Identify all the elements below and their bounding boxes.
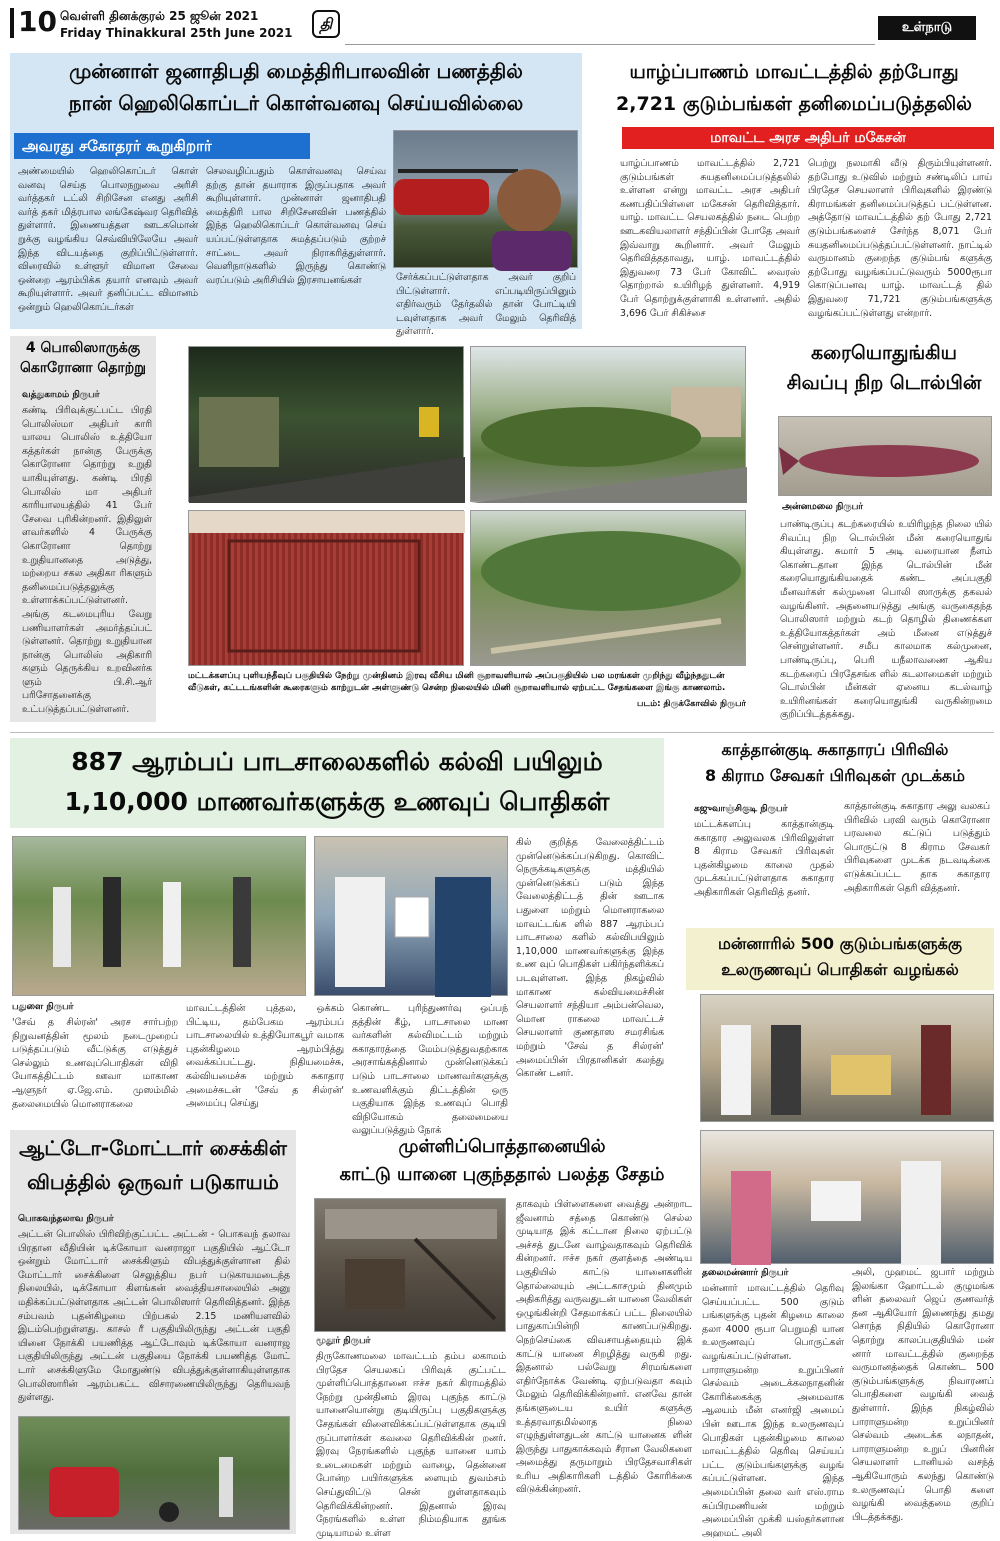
- story-school-photo-1: [12, 836, 306, 996]
- damaged-building-image: [189, 511, 465, 667]
- section-label-text: உள்நாடு: [901, 20, 953, 35]
- story-school-photo-2: [314, 836, 508, 996]
- story-dolphin-body: பாண்டிருப்பு கடற்கரையில் உயிரிழந்த நிலை யில் சிவப்பு நிற டொல்பின் மீன் கரையொதுங் கியுள்ளது. சுமார் 5 அடி வரையான நீளம் கொண்டதான இந்த டொல்பின் மீன் கரையொதுங்கியதைக் கண்ட அப்பகுதி மீனவர்கள் கல்முனை பொலி ஸாருக்கு தகவல் வழங்கினர். அதனையடுத்து அங்கு வருகைதந்த பொலிஸார் மற்றும் கடற் தொழில் திணைக்கள உத்தியோகத்தர்கள் அம் மீனை எடுத்துச் சென்றுள்ளனர். சமீப காலமாக கல்முனை, பாண்டிருப்பு, பெரி யநீலாவணை ஆகிய கடற்கரைப் பிரதேசங்க ளில் கடலாமைகள் மற்றும் டொல்பின் மீன்கள் ஏனைய கடல்வாழ் உயிரினங்கள் கரையொதுங்கி வருகின்றமை குறிப்பிடத்தக்கது.: [780, 519, 992, 721]
- storm-photo-credit: படம்: திருக்கோவில் நிருபர்: [636, 699, 746, 709]
- story-elephant-headline-1: முள்ளிப்பொத்தானையில்: [398, 1136, 606, 1157]
- story-accident: [10, 1130, 296, 1534]
- story-kattankudy-col-1: மட்டக்களப்பு காத்தான்குடி சுகாதார அலுவலக பிரிவிலுள்ள 8 கிராம சேவகர் பிரிவுகள் புதன்கிழமை காலை முதல் முடக்கப்பட்டுள்ளதாக சுகாதார அதிகாரிகள் தெரிவித் தனர்.: [694, 819, 834, 898]
- story-mannar-col-1: மன்னார் மாவட்டத்தில் தெரிவு செய்யப்பட்ட 500 குடும் பங்களுக்கு புதன் கிழமை காலை தலா 4000 ரூபா பெறுமதி யான உலருணவுப் பொருட்கள் வழங்கப்பட்டுள்ளன. பாராளுமன்ற உறுப்பினர் செல்வம் அடைக்கலநாதனின் கோரிக்கைக்கு அமைவாக ஆலயம் மீன் எனர்ஜி அமைப் பின் ஊடாக இந்த உலருணவுப் பொதிகள் புதன்கிழமை காலை மாவட்டத்தில் தெரிவு செய்யப் பட்ட குடும்பங்களுக்கு வழங் கப்பட்டுள்ளன. இந்த அமைப்பின் தலை வர் எஸ்.ராம சுப்பிரமணியன் மற்றும் அமைப்பின் முக்கி யஸ்தர்களான அஹமட் அலி: [702, 1283, 844, 1539]
- story-accident-headline-1: ஆட்டோ-மோட்டார் சைக்கிள்: [19, 1136, 287, 1160]
- story-dolphin-headline-2: சிவப்பு நிற டொல்பின்: [786, 372, 982, 394]
- masthead-date-english: Friday Thinakkural 25th June 2021: [60, 26, 293, 40]
- page-number: 10: [18, 5, 57, 38]
- section-label: [878, 16, 976, 40]
- story-police-headline-1: 4 பொலிஸாருக்கு: [25, 340, 141, 356]
- story-police-body: கண்டி பிரிவுக்குட்பட்ட பிரதி பொலிஸ்மா அதிபர் காரி யாலய பொலிஸ் உத்தியோ கத்தர்கள் நான்கு பேருக்கு கொரோனா தொற்று உறுதி யாகியுள்ளது. கண்டி பிரதி பொலிஸ் மா அதிபர் காரியாலயத்தில் 41 பேர் சேவை புரிகின்றனர். இதிலுள் ளவர்களில் 4 பேருக்கு கொரோனா தொற்று உறுதியானதை அடுத்து, மற்றைய சகல அதிகா ரிகளும் தனிமைப்படுத்தலுக்கு உள்ளாக்கப்பட்டுள்ளனர். அங்கு கடமைபுரிய வேறு பணியாளர்கள் அமர்த்தப்பட் டுள்ளனர். தொற்று உறுதியான நான்கு பொலிஸ் அதிகாரி களும் தெருக்கிய உறவினர்க ளும் பி.சி.ஆர் பரிசோதனைக்கு உட்படுத்தப்பட்டுள்ளனர்.: [22, 405, 152, 716]
- story-school-headline-panel: [10, 738, 664, 828]
- masthead-rule: [345, 44, 875, 45]
- story-maithri-subhead-text: அவரது சகோதரர் கூறுகிறார்: [22, 137, 212, 155]
- story-mannar-col-2: அலி, முஹமட் ஜபார் மற்றும் இலங்கா ஹோட்டல் குழுமங்க ளின் தலைவர் ஜெப் குணவர்த் தன ஆகியோர் இணைந்து தமது சொந்த நிதியில் கொரோனா தொற்று காலப்பகுதியில் மன் னார் மாவட்டத்தில் குறைந்த வருமானத்தைக் கொண்ட 500 குடும்பங்களுக்கு நிவாரணப் பொதிகளை வழங்கி வைத் துள்ளார். இந்த நிகழ்வில் பாராளுமன்ற உறுப்பினர் செல்வம் அடைக்க லநாதன், பாராளுமன்ற உறுப் பினரின் செயலாளர் டானியல் வசந்த் ஆகியோரும் கலந்து கொண்டு உலருணவுப் பொதி களை வழங்கி வைத்தமை குறிப் பிடத்தக்கது.: [852, 1267, 994, 1523]
- relief-distribution-image-1: [701, 995, 995, 1123]
- story-kattankudy-headline-2: 8 கிராம சேவகர் பிரிவுகள் முடக்கம்: [704, 766, 966, 785]
- story-jaffna-banner-text: மாவட்ட அரச அதிபர் மகேசன்: [710, 130, 906, 146]
- story-elephant-byline: மூதூர் நிருபர்: [316, 1336, 371, 1346]
- story-kattankudy: [676, 738, 994, 924]
- helicopter-portrait-image: [394, 131, 579, 269]
- story-mannar-headline-1: மன்னாரில் 500 குடும்பங்களுக்கு: [717, 934, 963, 953]
- story-accident-byline: பொகவந்தலாவ நிருபர்: [18, 1214, 114, 1224]
- story-accident-body: அட்டன் பொலிஸ் பிரிவிற்குட்பட்ட அட்டன் - பொகவந் தலாவ பிரதான வீதியின் டிக்கோயா வனராஜா பகுதியில் ஆட்டோ ஒன்றும் மோட்டார் சைக்கிளும் விபத்துக்குள்ளான தில் மோட்டார் சைக்கிளை செலுத்திய நபர் படுகாயமடைந்த நிலையில், டிக்கோயா கிளங்கன் வைத்தியசாலையில் அனு மதிக்கப்பட்டுள்ளதாக அட்டன் பொலிஸார் தெரிவித்தனர். இந்த சம்பவம் புதன்கிழமை பிற்பகல் 2.15 மணியளவில் இடம்பெற்றுள்ளது. காசல் ரீ பகுதியிலிருந்து அட்டன் பகுதி யினை நோக்கி பயணித்த ஆட்டோவும் டிக்கோயா வனராஜ பகுதியிலிருந்து அட்டன் பகுதியை நோக்கி பயணித்த மோட் டார் சைக்கிளுமே மோதுண்டு விபத்துக்குள்ளாகியுள்ளதாக பொலிஸாரின் ஆரம்பகட்ட விசாரணையிலிருந்து தெரியவந் துள்ளது.: [18, 1229, 290, 1404]
- story-jaffna: [594, 53, 994, 329]
- story-mannar-photo-2: [700, 1130, 994, 1264]
- food-pack-handover-image: [315, 837, 509, 997]
- story-kattankudy-col-2: காத்தான்குடி சுகாதார அலு வலகப் பிரிவில் பரவி வரும் கொரோனா பரவலை கட்டுப் படுத்தும் பொருட்டு 8 கிராம சேவகர் பிரிவுகளை முடக்க நடவடிக்கை எடுக்கப்பட்ட தாக சுகாதார அதிகாரிகள் தெரி வித்தனர்.: [844, 801, 990, 894]
- story-jaffna-col-2: பெற்று நலமாகி வீடு திரும்பியுள்ளனர். தற்போது உடுவில் மற்றும் சண்டிலிப் பாய் பிரதேச செயலாளர் பிரிவுகளில் இரண்டு கிராமங்கள் தனிமைப்படுத்தப் பட்டுள்ளன. அத்தோடு மாவட்டத்தில் தற் போது 2,721 குடும்பங்களைச் சேர்ந்த 8,071 பேர் சுயதனிமைப்படுத்தப்பட்டுள்ளனர். நாட்டில் வருமானம் குறைந்த குடும்பங் களுக்கு தற்போது வழங்கப்பட்டுவரும் 5000ரூபா கொடுப்பனவு யாழ். மாவட்டத் தில் இதுவரை 71,721 குடும்பங்களுக்கு வழங்கப்பட்டுள்ளது என்றார்.: [808, 158, 992, 319]
- uprooted-trees-image: [471, 511, 747, 667]
- story-accident-headline-2: விபத்தில் ஒருவர் படுகாயம்: [27, 1170, 279, 1194]
- night-tree-fallen-image: [189, 347, 465, 503]
- story-dolphin-photo: [778, 416, 992, 496]
- story-maithri: [10, 53, 582, 338]
- story-school-col-2: மாவட்டத்தின் புத்தல, ஒக்கம் பிட்டிய, தம்பேகம ஆரம்பப் பாடசாலையில் உத்தியோகபூர் வமாக புதன்கிழமை ஆரம்பித்து வைக்கப்பட்டது. நிதியமைச்சு, கல்வியமைச்சு மற்றும் சுகாதார அமைச்சுடன் 'சேவ் த சில்ரன்' அமைப்பு செய்து: [186, 1003, 344, 1110]
- story-maithri-col-3: சேர்க்கப்பட்டுள்ளதாக அவர் குறிப் பிட்டுள்ளார். எப்படியிருப்பினும் எதிர்வரும் தேர்தலில் தான் போட்டியி டவுள்ளதாக அவர் மேலும் தெரிவித் துள்ளார்.: [396, 272, 576, 338]
- story-mannar-headline-panel: [686, 928, 994, 990]
- story-school-headline-1: 887 ஆரம்பப் பாடசாலைகளில் கல்வி பயிலும்: [71, 747, 603, 776]
- story-mannar-byline: தலைமன்னார் நிருபர்: [702, 1268, 789, 1278]
- story-maithri-col-2: செலவழிப்பதும் கொள்வனவு செய்வ தற்கு தான் தயாராக இருப்பதாக அவர் கூறியுள்ளார். முன்னாள் ஜனாதிபதி மைத்திரி பால சிறிசேனவின் பணத்தில் இந்த ஹெலிகொப்டர் கொள்வனவு செய் யப்பட்டுள்ளதாக சுமத்தப்படும் குற்றச் சாட்டை அவர் நிராகரித்துள்ளார். வெளிநாடுகளில் இருந்து கொண்டு வரப்படும் அரிசியில் இரசாயனங்கள்: [206, 166, 386, 286]
- story-elephant-col-1: திருகோணமலை மாவட்டம் தம்ப லகாமம் பிரதேச செயலகப் பிரிவுக் குட்பட்ட முள்ளிப்பொத்தானை ஈச்ச நகர் கிராமத்தில் நேற்று முன்தினம் இரவு புகுந்த காட்டு யானையொன்று குடியிருப்பு பகுதிகளுக்கு சேதங்கள் விளைவிக்கப்பட்டுள்ளதாக குடியி ருப்பாளர்கள் கவலை தெரிவிக்கின் றனர். இரவு நேரங்களில் புகுந்த யானை யாம் உடைமைகள் மற்றும் வாழை, தென்னை போன்ற பயிர்களுக்க ளையும் துவம்சம் செய்துவிட்டு சென் றுள்ளதாகவும் தெரிவிக்கின்றனர். இதனால் இரவு நேரங்களில் உள்ள நிம்மதியாக தூங்க முடியாமல் உள்ள: [316, 1351, 506, 1539]
- masthead-date-tamil: வெள்ளி தினக்குரல் 25 ஜூன் 2021: [60, 9, 259, 23]
- story-mannar-headline-2: உலருணவுப் பொதிகள் வழங்கல்: [721, 960, 959, 979]
- story-kattankudy-byline: கஜுவாஞ்சிகுடி நிருபர்: [694, 804, 788, 814]
- story-jaffna-headline-2: 2,721 குடும்பங்கள் தனிமைப்படுத்தலில்: [616, 93, 972, 115]
- dolphin-image: [779, 417, 993, 497]
- story-police-byline: வத்துகாமம் நிருபர்: [22, 390, 100, 400]
- story-elephant-headline-2: காட்டு யானை புகுந்ததால் பலத்த சேதம்: [339, 1164, 665, 1185]
- story-maithri-headline-1: முன்னாள் ஜனாதிபதி மைத்திரிபாலவின் பணத்தில்: [69, 59, 523, 83]
- story-mannar-photo-1: [700, 994, 994, 1122]
- storm-photo-1: [188, 346, 464, 502]
- story-elephant: [312, 1130, 692, 1539]
- story-school-col-4: கில் குறித்த வேலைத்திட்டம் முன்னெடுக்கப்படுகிறது. கொவிட் நெருக்கடிகளுக்கு மத்தியில் முன்னெடுக்கப் படும் இந்த வேலைத்திட்டத் தின் ஊடாக பதுளை மற்றும் மொனராகலை மாவட்டங்க ளில் 887 ஆரம்பப் பாடசாலை களில் கல்விபயிலும் 1,10,000 மாணவர்களுக்கு இந்த உண வுப் பொதிகள் பகிர்ந்தளிக்கப் படவுள்ளன. இந்த நிகழ்வில் மாகாண கல்வியமைச்சின் செயலாளர் சந்தியா அம்பன்வெல, மொன ராகலை மாவட்டச் செயலாளர் குணதாஸ சமரசிங்க மற்றும் 'சேவ் த சில்ரன்' அமைப்பின் பிரதானிகள் கலந்து கொண் டனர்.: [516, 837, 664, 1080]
- photo-story-storm: [188, 340, 748, 718]
- story-police: [10, 336, 156, 722]
- story-kattankudy-headline-1: காத்தான்குடி சுகாதாரப் பிரிவில்: [721, 740, 949, 759]
- story-maithri-headline-2: நான் ஹெலிகொப்டர் கொள்வனவு செய்யவில்லை: [68, 91, 524, 115]
- street-fallen-trees-image: [471, 347, 747, 503]
- story-dolphin: [774, 340, 994, 732]
- auto-motorcycle-crash-image: [19, 1417, 291, 1531]
- officials-group-image: [13, 837, 307, 997]
- story-accident-photo: [18, 1416, 290, 1530]
- story-dolphin-byline: அன்னமலை நிருபர்: [782, 502, 864, 512]
- story-school-col-1: 'சேவ் த சில்ரன்' அரச சார்பற்ற நிறுவனத்தின் மூலம் நடைமுறைப் படுத்தப்படும் வீட்டுக்கு எடுத்துச் செல்லும் உணவுப்பொதிகள் விநி யோகத்திட்டம் ஊவா மாகாண ஆளுநர் ஏ.ஜே.எம். முஸம்மில் தலைமையில் மொனராகலை: [12, 1017, 178, 1110]
- story-jaffna-col-1: யாழ்ப்பாணம் மாவட்டத்தில் 2,721 குடும்பங்கள் சுயதனிமைப்படுத்தலில் உள்ளன என்று மாவட்ட அரச அதிபர் கணபதிப்பிள்ளை மகேசன் தெரிவித்தார். யாழ். மாவட்ட செயலகத்தில் நடை பெற்ற ஊடகவியலாளர் சந்திப்பின் போதே அவர் இவ்வாறு கூறினார். அவர் மேலும் தெரிவித்ததாவது, யாழ். மாவட்டத்தில் இதுவரை 73 பேர் கோவிட் வைரஸ் தொற்றால் உயிரிழந் துள்ளனர். 4,919 பேர் தொற்றுக்குள்ளாகி உள்ளனர். அதில் 3,696 பேர் சிகிச்சை: [620, 158, 800, 319]
- damaged-house-image: [315, 1199, 507, 1333]
- story-jaffna-banner: [622, 127, 994, 149]
- story-police-headline-2: கொரோனா தொற்று: [20, 360, 146, 376]
- storm-photo-4: [470, 510, 746, 666]
- story-maithri-subhead: [14, 133, 310, 159]
- storm-photo-2: [470, 346, 746, 502]
- section-divider: [10, 732, 994, 733]
- story-dolphin-headline-1: கரையொதுங்கிய: [811, 342, 957, 364]
- page-number-bar: [10, 8, 14, 38]
- story-maithri-col-1: அண்மையில் ஹெலிகொப்டர் கொள் வனவு செய்த பொலநறுவை அரிசி வர்த்தகர் டட்லி சிறிசேன எனது அரிசி வர்த் தகர் மித்ரபால லங்கேஷ்வர தெரிவித் துள்ளார். இணையத்தள ஊடகமொன் றுக்கு வழங்கிய செவ்வியிலேயே அவர் இந்த விடயத்தை குறிப்பிட்டுள்ளார். விரைவில் உள்ளூர் விமான சேவை ஒன்றை ஆரம்பிக்க தயார் எனவும் அவர் கூறியுள்ளார். அவர் தனிப்பட்ட விமானம் ஒன்றும் ஹெலிகொப்டர்கள்: [18, 166, 198, 313]
- storm-photo-3: [188, 510, 464, 666]
- storm-photo-caption: மட்டக்களப்பு புளியந்தீவுப் பகுதியில் நேற்று முன்தினம் இரவு வீசிய மினி சூறாவளியால் அப்பகுதியில் பல மரங்கள் முறிந்து வீழ்ந்ததுடன் வீடுகள், கட்டடங்களின் கூரைகளும் காற்றுடன் அள்ளுண்டு சென்ற நிலையில் மினி சூறாவளியால் ஏற்பட்ட சேதங்களை இங்கு காணலாம்.: [188, 671, 726, 693]
- story-school-col-3: கொண்ட புரிந்துணர்வு ஒப்பந் தத்தின் கீழ், பாடசாலை மாண வர்களின் கல்விமட்டம் மற்றும் சுகாதாரத்தை மேம்படுத்துவதற்காக அரசாங்கத்தினால் முன்னெடுக்கப் படும் பாடசாலை மாணவர்களுக்கு உணவளிக்கும் திட்டத்தின் ஒரு பகுதியாக இந்த உணவுப் பொதி விநியோகம் தலைமையை வலுப்படுத்தும் நோக்: [352, 1003, 508, 1137]
- masthead: [0, 0, 1000, 48]
- logo-text: தி: [319, 15, 333, 33]
- story-school-byline: பதுளை நிருபர்: [12, 1002, 74, 1012]
- story-jaffna-headline-1: யாழ்ப்பாணம் மாவட்டத்தில் தற்போது: [629, 61, 959, 83]
- story-maithri-photo: [393, 130, 578, 268]
- story-elephant-col-2: தாகவும் பிள்ளைகளை வைத்து அன்றாட ஜீவனாம் சத்தை கொண்டு செல்ல முடியாத இக் கட்டான நிலை ஏற்பட்டு அச்சத் துடனே வாழ்வதாகவும் தெரிவிக் கின்றனர். ஈச்ச நகர் குளத்தை அண்டிய பகுதியில் காட்டு யானைகளின் தொல்லையும் அட்டகாசமும் தினமும் அதிகரித்து வருவதுடன் யானை வேலிகள் ஒழுங்கின்றி சேதமாக்கப் பட்ட நிலையில் பாதுகாப்பின்றி காணப்படுகிறது. நெற்செய்கை விவசாயத்தையும் இக் காட்டு யானை சிறழித்து வருகி றது. இதனால் பல்வேறு சிரமங்களை எதிர்நோக்க வேண்டி ஏற்படுவதா கவும் மேலும் தெரிவிக்கின்றனர். எனவே தான் தங்களுடைய உயிர் களுக்கு உத்தரவாதமில்லாத நிலை எழுந்துள்ளதுடன் காட்டு யானைக ளின் இருந்து பாதுகாக்கவும் சீரான வேலிகளை அமைத்து தருமாறும் பிரதேசவாசிகள் உரிய அதிகாரிகளி டத்தில் கோரிக்கை விடுக்கின்றனர்.: [516, 1199, 692, 1496]
- masthead-logo: [312, 10, 340, 38]
- relief-distribution-image-2: [701, 1131, 995, 1265]
- story-school-headline-2: 1,10,000 மாணவர்களுக்கு உணவுப் பொதிகள்: [64, 787, 610, 816]
- story-elephant-photo: [314, 1198, 506, 1332]
